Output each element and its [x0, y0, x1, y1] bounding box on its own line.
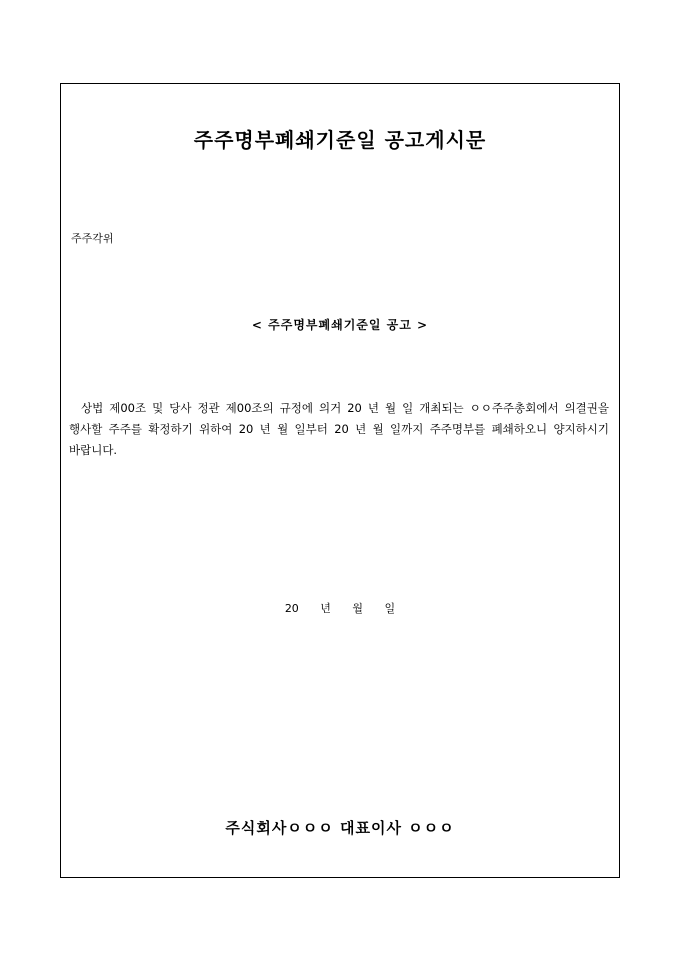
date-line: 20 년 월 일 — [284, 602, 396, 615]
document-title: 주주명부폐쇄기준일 공고게시문 — [193, 128, 487, 152]
notice-body: 상법 제00조 및 당사 정관 제00조의 규정에 의거 20 년 월 일 개최되는 ㅇㅇ주주총회에서 의결권을 행사할 주주를 확정하기 위하여 20 년 월 일부터 20 년 월 일까지 주주명부를 폐쇄하오니 양지하시기 바랍니다. — [69, 401, 609, 457]
addressee: 주주각위 — [71, 232, 114, 245]
document-frame — [60, 83, 620, 878]
notice-subtitle: < 주주명부폐쇄기준일 공고 > — [251, 318, 429, 332]
company-signature: 주식회사ㅇㅇㅇ 대표이사 ㅇㅇㅇ — [225, 819, 455, 837]
